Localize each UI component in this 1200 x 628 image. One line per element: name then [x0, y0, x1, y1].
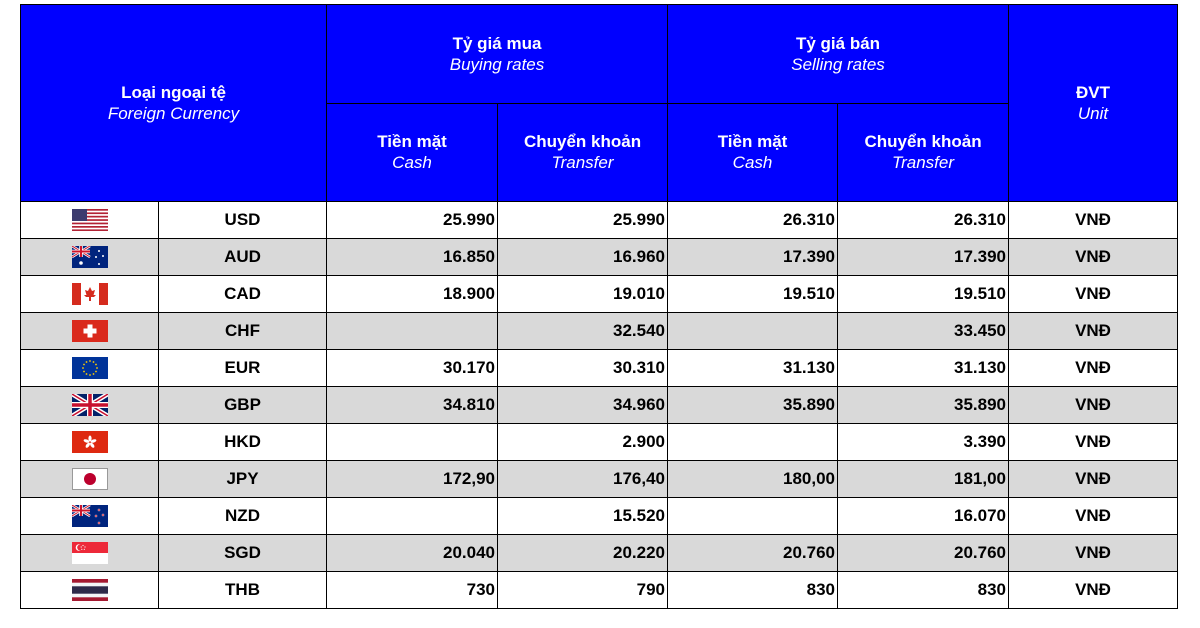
- buy-cash-rate: 172,90: [327, 461, 498, 498]
- flag-cell: [21, 498, 159, 535]
- sell-transfer-rate: 181,00: [838, 461, 1009, 498]
- table-row: [21, 535, 1178, 572]
- unit-label: VNĐ: [1009, 350, 1178, 387]
- currency-code: THB: [159, 572, 327, 609]
- sg-flag-icon: [72, 542, 108, 564]
- currency-code: HKD: [159, 424, 327, 461]
- ca-flag-icon: [72, 283, 108, 305]
- header-buying-rates: [327, 5, 668, 104]
- buy-cash-rate: 16.850: [327, 239, 498, 276]
- gb-flag-icon: [72, 394, 108, 416]
- table-row: [21, 461, 1178, 498]
- currency-code: GBP: [159, 387, 327, 424]
- header-unit: [1009, 5, 1178, 202]
- header-buy-cash: [327, 104, 498, 202]
- flag-cell: [21, 276, 159, 313]
- sell-cash-rate: 31.130: [668, 350, 838, 387]
- currency-code: SGD: [159, 535, 327, 572]
- sell-transfer-rate: 17.390: [838, 239, 1009, 276]
- sell-transfer-rate: 3.390: [838, 424, 1009, 461]
- unit-label: VNĐ: [1009, 535, 1178, 572]
- nz-flag-icon: [72, 505, 108, 527]
- flag-cell: [21, 202, 159, 239]
- currency-code: AUD: [159, 239, 327, 276]
- unit-label: VNĐ: [1009, 202, 1178, 239]
- sell-transfer-rate: 19.510: [838, 276, 1009, 313]
- table-row: [21, 387, 1178, 424]
- exchange-rate-table: [20, 4, 1178, 609]
- buy-transfer-rate: 25.990: [498, 202, 668, 239]
- header-unit-en: Unit: [1077, 103, 1109, 123]
- currency-code: USD: [159, 202, 327, 239]
- header-buy-transfer-en: Transfer: [551, 153, 614, 172]
- sell-transfer-rate: 20.760: [838, 535, 1009, 572]
- ch-flag-icon: [72, 320, 108, 342]
- us-flag-icon: [72, 209, 108, 231]
- buy-transfer-rate: 34.960: [498, 387, 668, 424]
- unit-label: VNĐ: [1009, 424, 1178, 461]
- unit-label: VNĐ: [1009, 498, 1178, 535]
- header-currency-en: Foreign Currency: [107, 103, 240, 123]
- sell-cash-rate: 26.310: [668, 202, 838, 239]
- flag-cell: [21, 461, 159, 498]
- header-sell-transfer: [838, 104, 1009, 202]
- header-buying-en: Buying rates: [449, 54, 545, 74]
- currency-code: JPY: [159, 461, 327, 498]
- currency-code: NZD: [159, 498, 327, 535]
- table-row: [21, 350, 1178, 387]
- buy-cash-rate: 20.040: [327, 535, 498, 572]
- sell-cash-rate: [668, 313, 838, 350]
- header-buy-transfer: [498, 104, 668, 202]
- table-row: [21, 313, 1178, 350]
- buy-transfer-rate: 19.010: [498, 276, 668, 313]
- buy-transfer-rate: 20.220: [498, 535, 668, 572]
- header-buy-transfer-vi: Chuyển khoản: [523, 132, 642, 151]
- currency-code: EUR: [159, 350, 327, 387]
- sell-cash-rate: 180,00: [668, 461, 838, 498]
- buy-transfer-rate: 32.540: [498, 313, 668, 350]
- buy-cash-rate: 18.900: [327, 276, 498, 313]
- flag-cell: [21, 313, 159, 350]
- header-currency-vi: Loại ngoại tệ: [121, 82, 226, 102]
- buy-transfer-rate: 2.900: [498, 424, 668, 461]
- header-selling-rates: [668, 5, 1009, 104]
- sell-transfer-rate: 26.310: [838, 202, 1009, 239]
- buy-cash-rate: [327, 424, 498, 461]
- unit-label: VNĐ: [1009, 313, 1178, 350]
- flag-cell: [21, 535, 159, 572]
- flag-cell: [21, 572, 159, 609]
- buy-cash-rate: 30.170: [327, 350, 498, 387]
- buy-cash-rate: [327, 498, 498, 535]
- buy-cash-rate: 25.990: [327, 202, 498, 239]
- sell-cash-rate: [668, 498, 838, 535]
- header-unit-vi: ĐVT: [1076, 82, 1111, 102]
- sell-cash-rate: 17.390: [668, 239, 838, 276]
- buy-transfer-rate: 790: [498, 572, 668, 609]
- sell-cash-rate: [668, 424, 838, 461]
- header-selling-vi: Tỷ giá bán: [795, 33, 881, 53]
- currency-code: CAD: [159, 276, 327, 313]
- sell-transfer-rate: 35.890: [838, 387, 1009, 424]
- header-sell-transfer-en: Transfer: [891, 153, 955, 172]
- header-selling-en: Selling rates: [791, 54, 885, 74]
- header-buy-cash-en: Cash: [392, 153, 432, 172]
- au-flag-icon: [72, 246, 108, 268]
- header-foreign-currency: [21, 5, 327, 202]
- eu-flag-icon: [72, 357, 108, 379]
- header-sell-cash-en: Cash: [732, 153, 773, 172]
- exchange-rate-board: [20, 4, 1178, 609]
- buy-cash-rate: 730: [327, 572, 498, 609]
- sell-cash-rate: 830: [668, 572, 838, 609]
- buy-cash-rate: 34.810: [327, 387, 498, 424]
- buy-transfer-rate: 16.960: [498, 239, 668, 276]
- flag-cell: [21, 350, 159, 387]
- buy-cash-rate: [327, 313, 498, 350]
- buy-transfer-rate: 30.310: [498, 350, 668, 387]
- flag-cell: [21, 424, 159, 461]
- table-row: [21, 424, 1178, 461]
- sell-transfer-rate: 31.130: [838, 350, 1009, 387]
- table-row: [21, 498, 1178, 535]
- flag-cell: [21, 387, 159, 424]
- th-flag-icon: [72, 579, 108, 601]
- header-sell-transfer-vi: Chuyển khoản: [864, 132, 982, 151]
- header-sell-cash: [668, 104, 838, 202]
- sell-cash-rate: 19.510: [668, 276, 838, 313]
- flag-cell: [21, 239, 159, 276]
- header-buying-vi: Tỷ giá mua: [452, 33, 542, 53]
- header-sell-cash-vi: Tiền mặt: [717, 132, 788, 151]
- unit-label: VNĐ: [1009, 387, 1178, 424]
- sell-transfer-rate: 16.070: [838, 498, 1009, 535]
- unit-label: VNĐ: [1009, 276, 1178, 313]
- sell-transfer-rate: 33.450: [838, 313, 1009, 350]
- jp-flag-icon: [72, 468, 108, 490]
- unit-label: VNĐ: [1009, 572, 1178, 609]
- table-row: [21, 239, 1178, 276]
- buy-transfer-rate: 15.520: [498, 498, 668, 535]
- table-row: [21, 202, 1178, 239]
- sell-transfer-rate: 830: [838, 572, 1009, 609]
- hk-flag-icon: [72, 431, 108, 453]
- table-row: [21, 276, 1178, 313]
- table-row: [21, 572, 1178, 609]
- unit-label: VNĐ: [1009, 461, 1178, 498]
- sell-cash-rate: 20.760: [668, 535, 838, 572]
- currency-code: CHF: [159, 313, 327, 350]
- header-buy-cash-vi: Tiền mặt: [377, 132, 447, 151]
- sell-cash-rate: 35.890: [668, 387, 838, 424]
- buy-transfer-rate: 176,40: [498, 461, 668, 498]
- unit-label: VNĐ: [1009, 239, 1178, 276]
